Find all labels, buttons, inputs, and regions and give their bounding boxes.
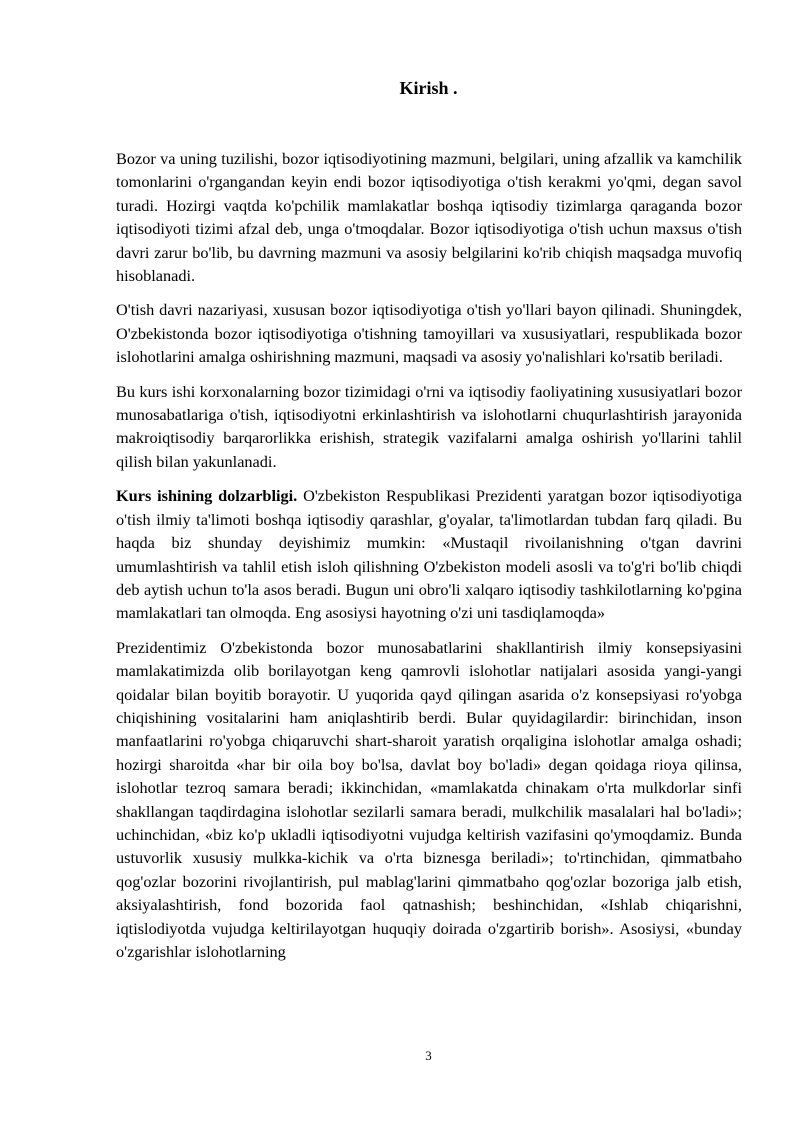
paragraph-intro (116, 147, 742, 287)
paragraph-president-concept (116, 636, 742, 964)
paragraph-text: Bu kurs ishi korxonalarning bozor tizimidagi o'rni va iqtisodiy faoliyatining xususiyatlari bozor munosabatlariga o'tish, iqtisodiyotni erkinlashtirish va islohotlarni chuqurlashtirish jarayonida makroiqtisodiy barqarorlikka erishish, strategik vazifalarni amalga oshirish yo'llarini tahlil qilish bilan yakunlanadi. (116, 381, 742, 471)
paragraph-text: O'tish davri nazariyasi, xususan bozor iqtisodiyotiga o'tish yo'llari bayon qilinadi. Shuningdek, O'zbekistonda bozor iqtisodiyotiga o'tishning tamoyillari va xususiyatlari, respublikada bozor islohotlarini amalga oshirishning mazmuni, maqsadi va asosiy yo'nalishlari ko'rsatib beriladi. (116, 300, 742, 367)
paragraph-relevance (116, 484, 742, 624)
paragraph-course-scope (116, 380, 742, 474)
paragraph-text: O'zbekiston Respublikasi Prezidenti yaratgan bozor iqtisodiyotiga o'tish ilmiy ta'limoti boshqa iqtisodiy qarashlar, g'oyalar, ta'limotlardan tubdan farq qiladi. Bu haqda biz shunday deyishimiz mumkin: «Mustaqil rivoilanishning o'tgan davrini umumlashtirish va tahlil etish isloh qilishning O'zbekiston modeli asosli va to'g'ri bo'lib chiqdi deb aytish uchun to'la asos beradi. Bugun uni obro'li xalqaro iqtisodiy tashkilotlarning ko'pgina mamlakatlari tan olmoqda. Eng asosiysi hayotning o'zi uni tasdiqlamoqda» (116, 486, 742, 623)
document-body (116, 147, 742, 974)
paragraph-lead-heading: Kurs ishining dolzarbligi. (116, 486, 298, 506)
paragraph-text: Bozor va uning tuzilishi, bozor iqtisodiyotining mazmuni, belgilari, uning afzallik va kamchilik tomonlarini o'rgangandan keyin endi bozor iqtisodiyotiga o'tish kerakmi yo'qmi, degan savol turadi. Hozirgi vaqtda ko'pchilik mamlakatlar boshqa iqtisodiy tizimlarga qaraganda bozor iqtisodiyoti tizimi afzal deb, unga o'tmoqdalar. Bozor iqtisodiyotiga o'tish uchun maxsus o'tish davri zarur bo'lib, bu davrning mazmuni va asosiy belgilarini ko'rib chiqish maqsadga muvofiq hisoblanadi. (116, 149, 742, 286)
paragraph-text: Prezidentimiz O'zbekistonda bozor munosabatlarini shakllantirish ilmiy konsepsiyasini mamlakatimizda olib borilayotgan keng qamrovli islohotlar natijalari asosida yangi-yangi qoidalar bilan boyitib borayotir. U yuqorida qayd qilingan asarida o'z konsepsiyasi ro'yobga chiqishining vositalarini ham aniqlashtirib berdi. Bular quyidagilardir: birinchidan, inson manfaatlarini ro'yobga chiqaruvchi shart-sharoit yaratish orqaligina islohotlar amalga oshadi; hozirgi sharoitda «har bir oila boy bo'lsa, davlat boy bo'ladi» degan qoidaga rioya qilinsa, islohotlar tezroq samara beradi; ikkinchidan, «mamlakatda chinakam o'rta mulkdorlar sinfi shakllangan taqdirdagina islohotlar sezilarli samara beradi, mulkchilik masalalari hal bo'ladi»; uchinchidan, «biz ko'p ukladli iqtisodiyotni vujudga keltirish vazifasini qo'ymoqdamiz. Bunda ustuvorlik xususiy mulkka-kichik va o'rta biznesga beriladi»; to'rtinchidan, qimmatbaho qog'ozlar bozorini rivojlantirish, pul mablag'larini qimmatbaho qog'ozlar bozoriga jalb etish, aksiyalashtirish, fond bozorida faol qatnashish; beshinchidan, «Ishlab chiqarishni, iqtislodiyotda vujudga keltirilayotgan huquqiy doirada o'zgartirib borish». Asosiysi, «bunday o'zgarishlar islohotlarning (116, 637, 742, 961)
paragraph-transition-theory (116, 298, 742, 368)
page-number: 3 (425, 1048, 432, 1063)
page-title: Kirish . (399, 78, 458, 98)
